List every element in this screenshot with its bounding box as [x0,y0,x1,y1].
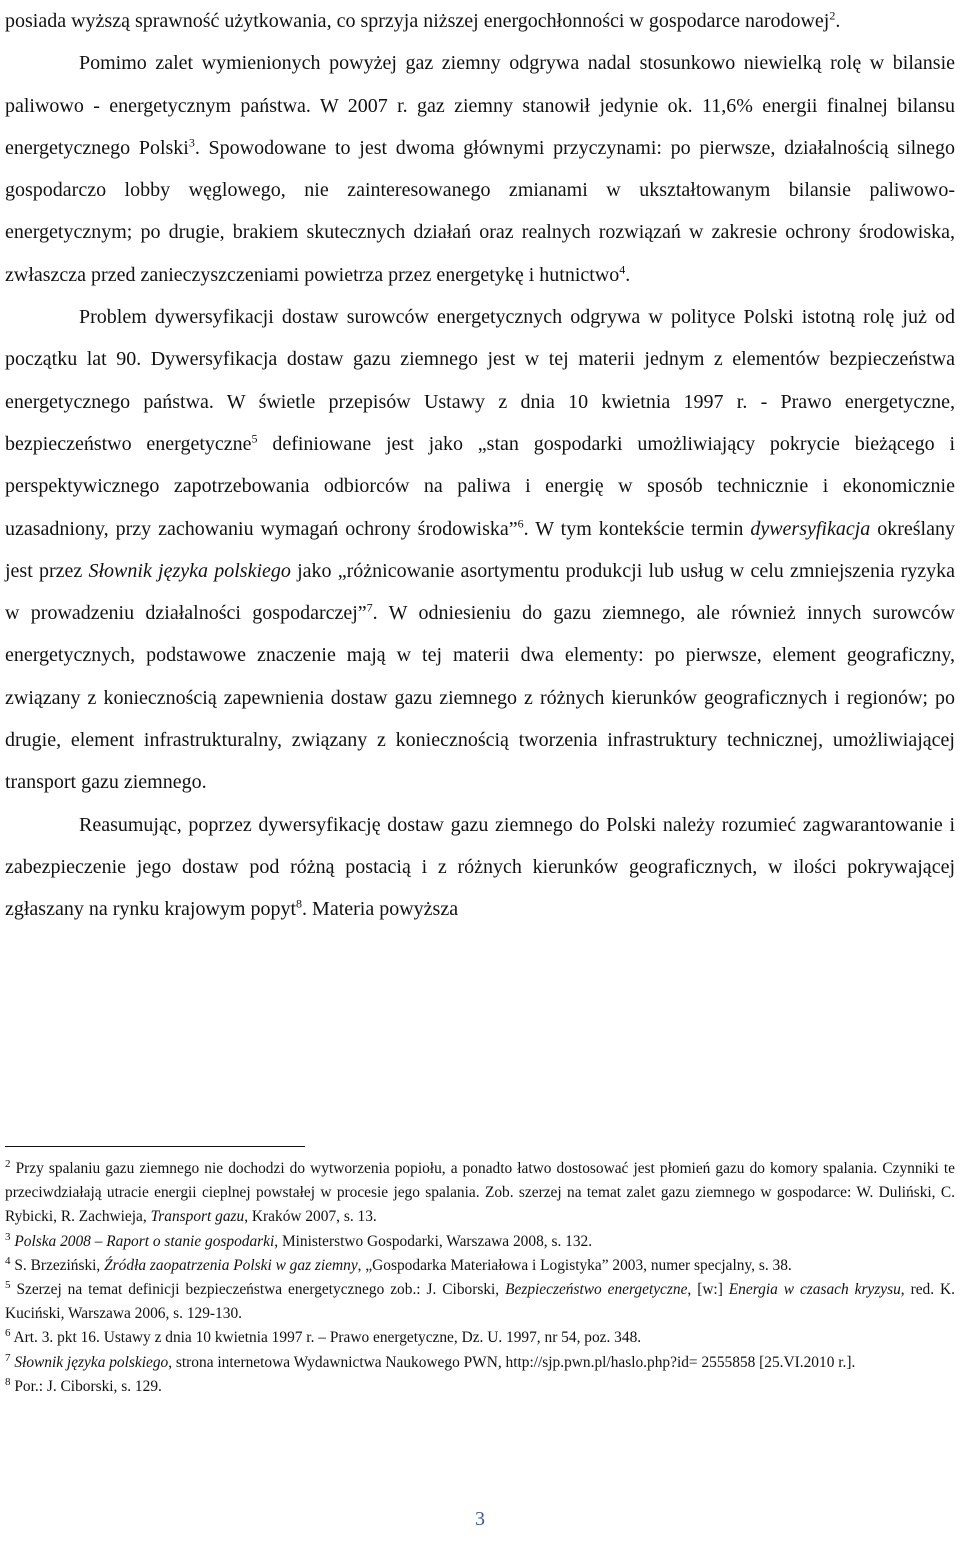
footnote-ref[interactable]: 6 [517,515,524,530]
footnotes [5,1157,955,1399]
paragraph: Reasumując, poprzez dywersyfikację dostaw gazu ziemnego do Polski należy rozumieć zagwarantowanie i zabezpieczenie jego dostaw pod różną postacią i z różnych kierunków geograficznych, w ilości pokrywającej zgłaszany na rynku krajowym popyt$^8$. Materia powyższa [5,813,955,921]
footnote-ref[interactable]: 5 [251,431,258,446]
footnote: $^6$ Art. 3. pkt 16. Ustawy z dnia 10 kwietnia 1997 r. – Prawo energetyczne, Dz. U. 1997, nr 54, poz. 348. [5,1327,642,1347]
footnote: $^5$ Szerzej na temat definicji bezpieczeństwa energetycznego zob.: J. Ciborski, Bezpieczeństwo energetyczne, [w:] Energia w czasach kryzysu, red. K. Kuciński, Warszawa 2006, s. 129-130. [5,1278,955,1323]
footnote-ref[interactable]: 7 [366,600,373,615]
paragraph: Pomimo zalet wymienionych powyżej gaz ziemny odgrywa nadal stosunkowo niewielką rolę w bilansie paliwowo - energetycznym państwa. W 2007 r. gaz ziemny stanowił jedynie ok. 11,6% energii finalnej bilansu energetycznego Polski$^3$. Spowodowane to jest dwoma głównymi przyczynami: po pierwsze, działalnością silnego gospodarczo lobby węglowego, nie zainteresowanego zmianami w ukształtowanym bilansie paliwowo-energetycznym; po drugie, brakiem skutecznych działań oraz realnych rozwiązań w zakresie ochrony środowiska, zwłaszcza przed zanieczyszczeniami powietrza przez energetykę i hutnictwo$^4$. [5,52,955,286]
footnote-ref[interactable]: 8 [296,896,303,911]
page-number: 3 [475,1508,485,1530]
paragraph: Problem dywersyfikacji dostaw surowców energetycznych odgrywa w polityce Polski istotną rolę już od początku lat 90. Dywersyfikacja dostaw gazu ziemnego jest w tej materii jednym z elementów bezpieczeństwa energetycznego państwa. W świetle przepisów Ustawy z dnia 10 kwietnia 1997 r. - Prawo energetyczne, bezpieczeństwo energetyczne$^5$ definiowane jest jako „stan gospodarki umożliwiający pokrycie bieżącego i perspektywicznego zapotrzebowania odbiorców na paliwa i energię w sposób technicznie i ekonomicznie uzasadniony, przy zachowaniu wymagań ochrony środowiska”$^6$. W tym kontekście termin dywersyfikacja określany jest przez Słownik języka polskiego jako „różnicowanie asortymentu produkcji lub usług w celu zmniejszenia ryzyka w prowadzeniu działalności gospodarczej”$^7$. W odniesieniu do gazu ziemnego, ale również innych surowców energetycznych, podstawowe znaczenie mają w tej materii dwa elementy: po pierwsze, element geograficzny, związany z koniecznością zapewnienia dostaw gazu ziemnego z różnych kierunków geograficznych i regionów; po drugie, element infrastrukturalny, związany z koniecznością tworzenia infrastruktury technicznej, umożliwiającej transport gazu ziemnego. [5,306,956,794]
paragraph: posiada wyższą sprawność użytkowania, co sprzyja niższej energochłonności w gospodarce narodowej$^2$. [5,8,841,32]
footnote: $^8$ Por.: J. Ciborski, s. 129. [5,1375,162,1395]
footnote-ref[interactable]: 3 [188,135,195,150]
footnote: $^2$ Przy spalaniu gazu ziemnego nie dochodzi do wytworzenia popiołu, a ponadto łatwo dostosować jest płomień gazu do komory spalania. Czynniki te przeciwdziałają utracie energii cieplnej powstałej w procesie jego spalania. Zob. szerzej na temat zalet gazu ziemnego w gospodarce: W. Duliński, C. Rybicki, R. Zachwieja, Transport gazu, Kraków 2007, s. 13. [5,1157,955,1226]
footnote: $^7$ Słownik języka polskiego, strona internetowa Wydawnictwa Naukowego PWN, http://sjp.pwn.pl/haslo.php?id= 2555858 [25.VI.2010 r.]. [5,1351,856,1371]
footnote: $^4$ S. Brzeziński, Źródła zaopatrzenia Polski w gaz ziemny, „Gospodarka Materiałowa i Logistyka” 2003, numer specjalny, s. 38. [5,1254,792,1274]
main-text [5,0,955,931]
footnote-ref[interactable]: 2 [829,8,836,23]
footnote-divider [5,1146,305,1147]
footnote-ref[interactable]: 4 [619,262,626,277]
footnote: $^3$ Polska 2008 – Raport o stanie gospodarki, Ministerstwo Gospodarki, Warszawa 2008, s. 132. [5,1230,593,1250]
